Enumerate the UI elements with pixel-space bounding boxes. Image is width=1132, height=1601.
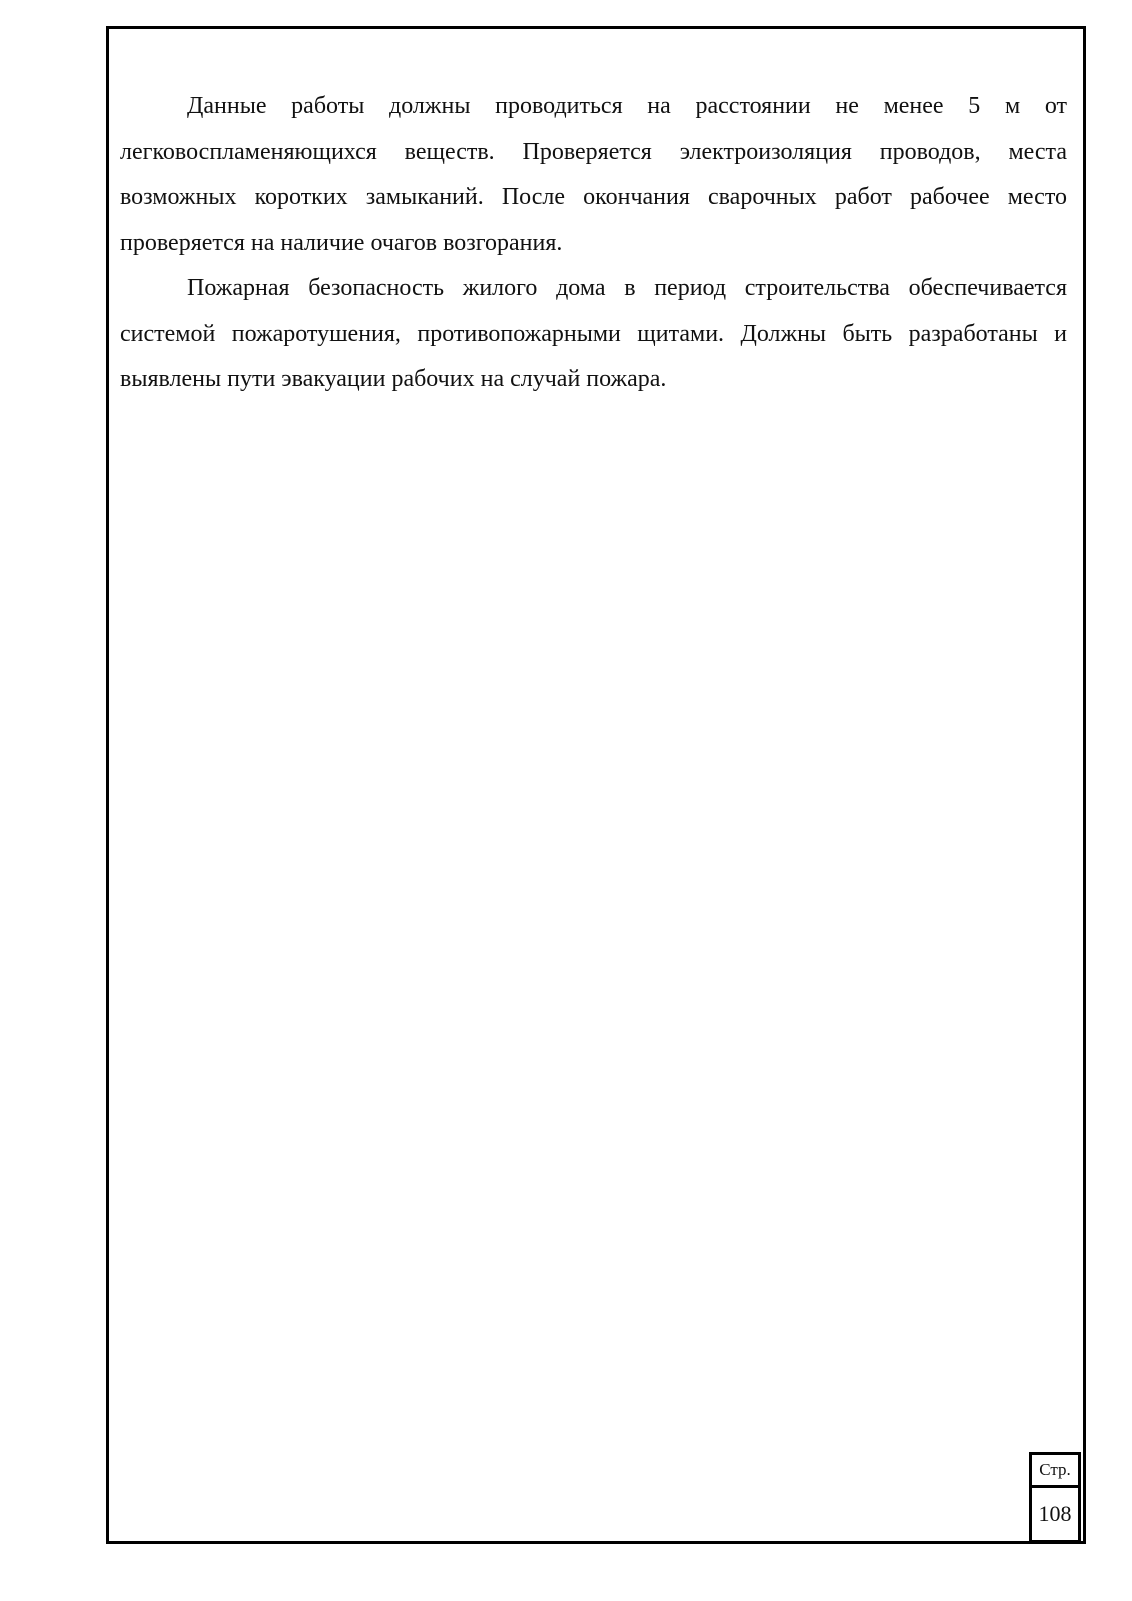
paragraph-welding-safety: Данные работы должны проводиться на расстоянии не менее 5 м от легковоспламеняющихся веществ. Проверяется электроизоляция проводов, места возможных коротких замыканий. После окончания сварочных работ рабочее место проверяется на наличие очагов возгорания. — [120, 93, 1067, 256]
page-number-stamp — [1029, 1452, 1081, 1540]
paragraph-fire-safety: Пожарная безопасность жилого дома в период строительства обеспечивается системой пожаротушения, противопожарными щитами. Должны быть разработаны и выявлены пути эвакуации рабочих на случай пожара. — [120, 275, 1067, 392]
document-body — [120, 84, 1067, 403]
page-label: Стр. — [1029, 1452, 1081, 1488]
page-number: 108 — [1029, 1485, 1081, 1543]
